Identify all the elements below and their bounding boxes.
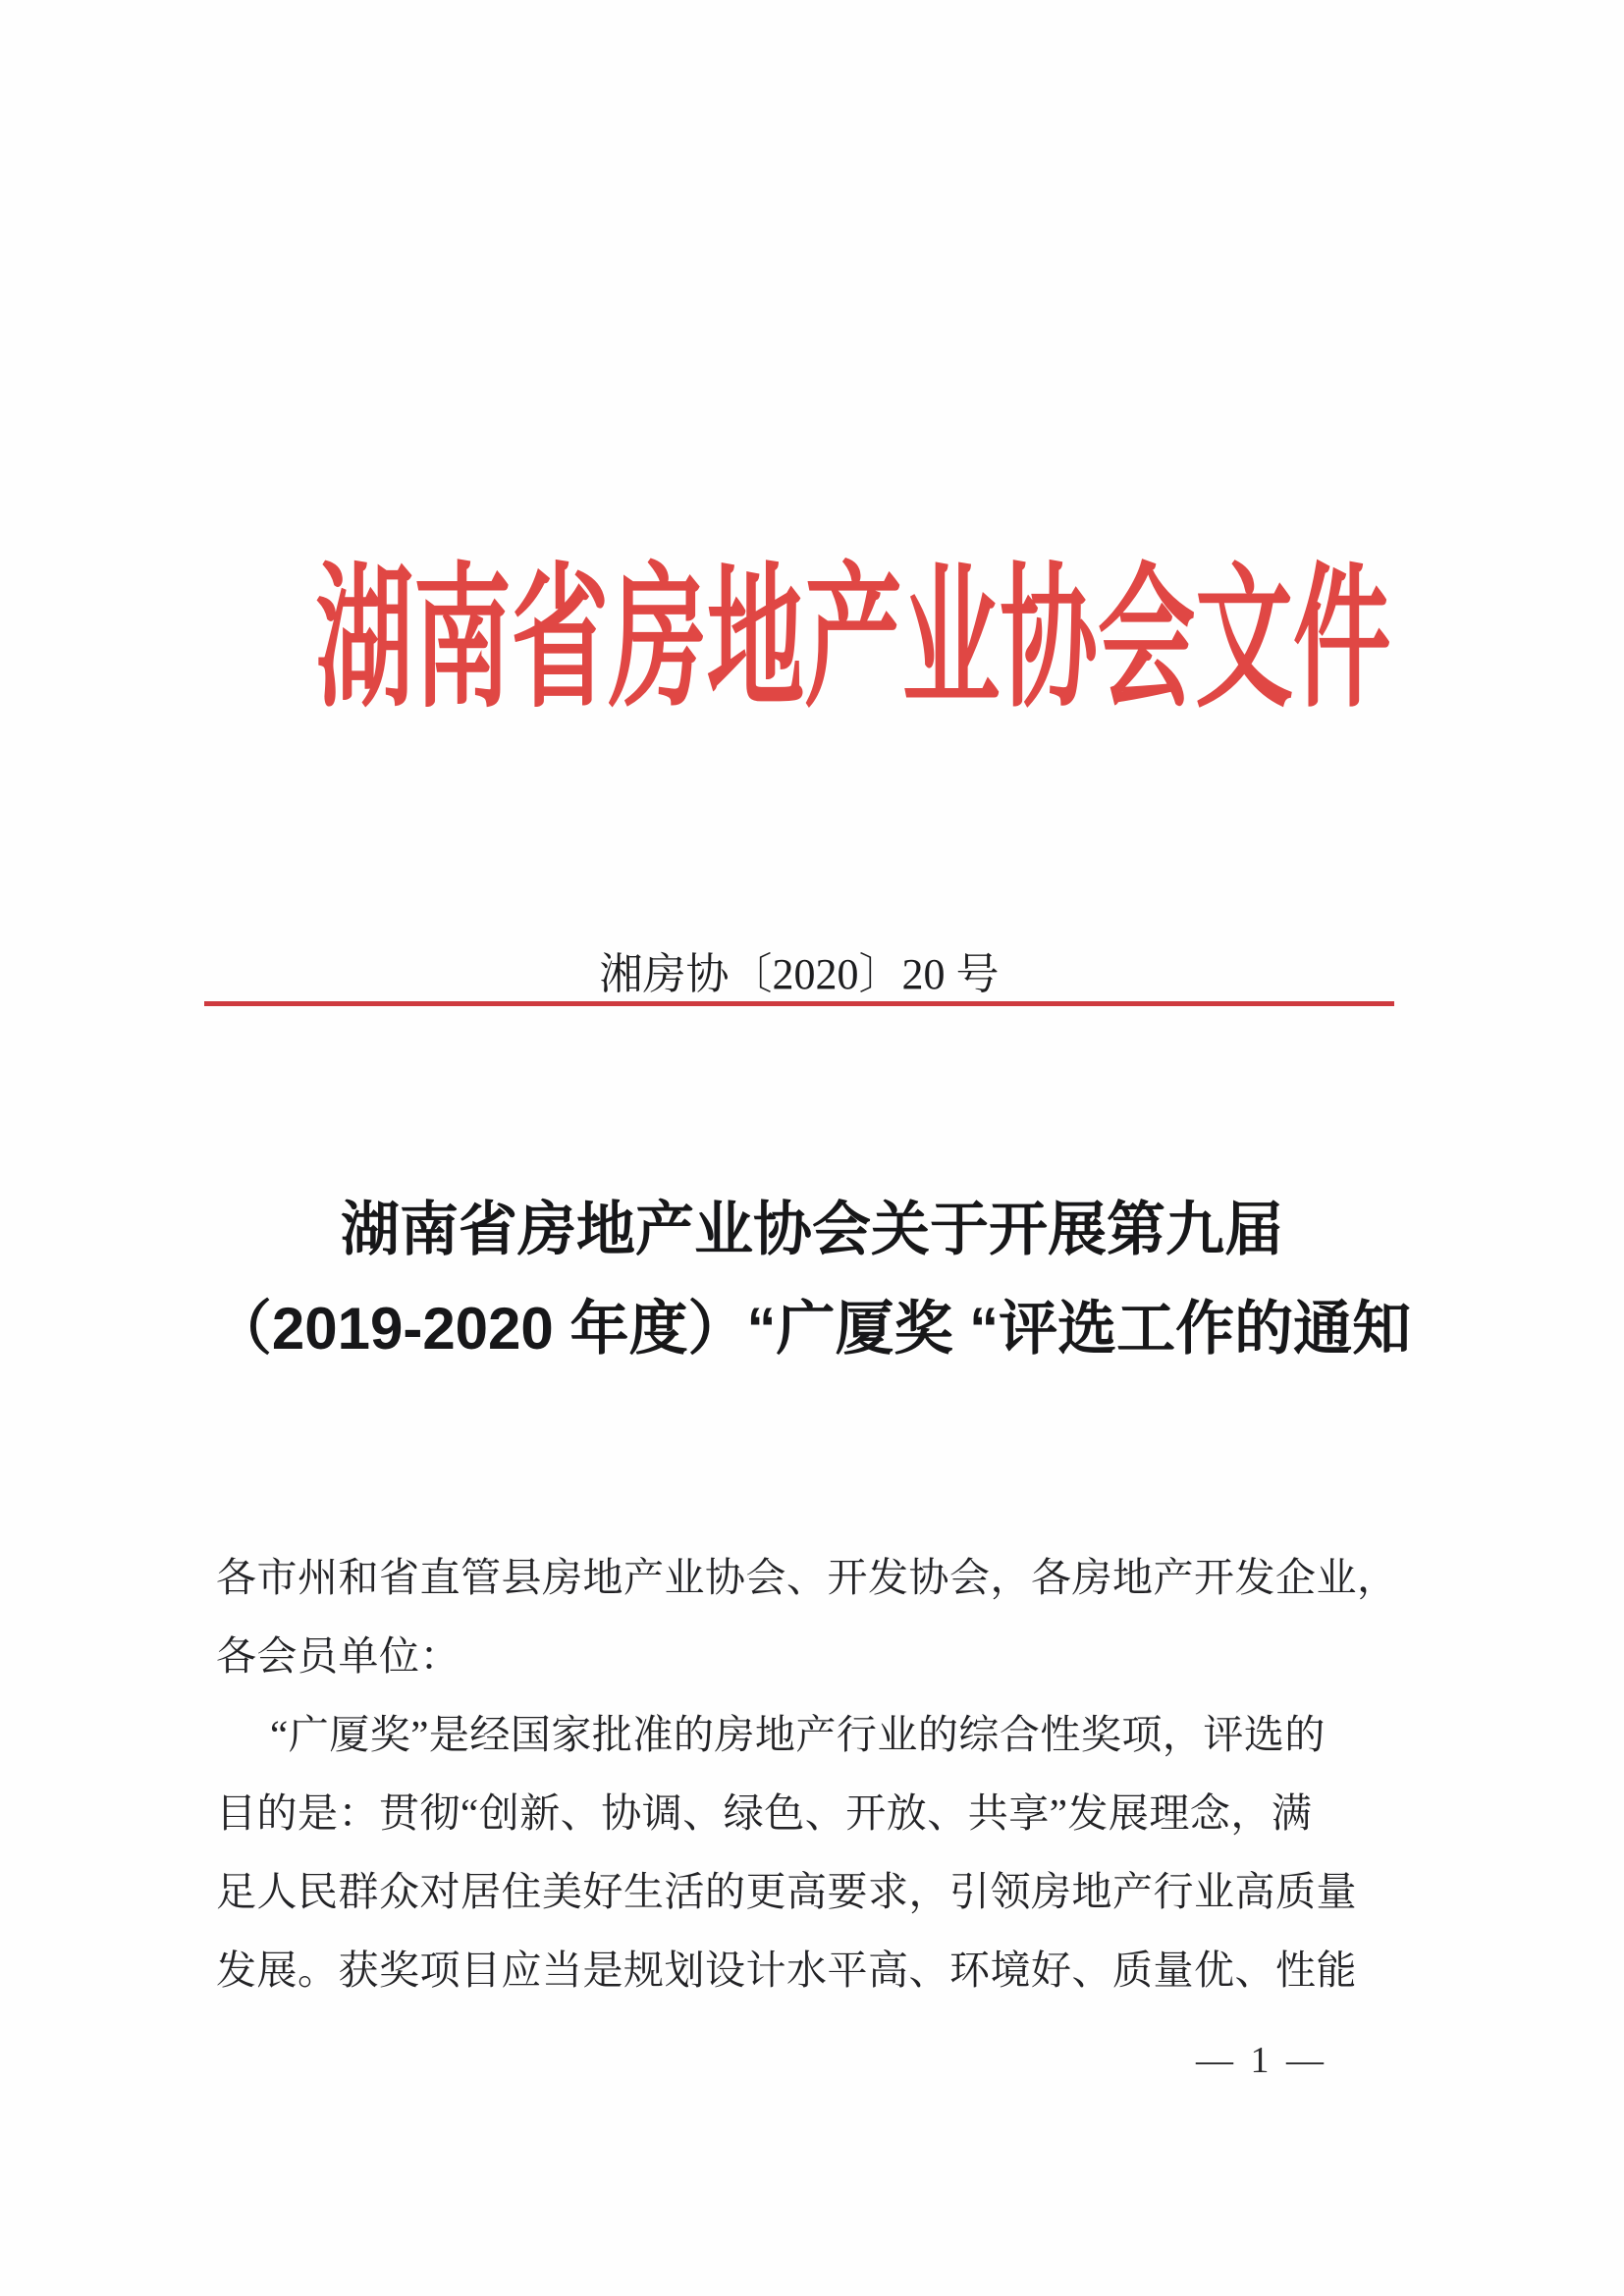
body-line-salutation-2: 各会员单位： <box>216 1633 460 1679</box>
body-line-paragraph-1: “广厦奖”是经国家批准的房地产行业的综合性奖项，评选的 <box>270 1712 1326 1757</box>
document-title-line-2: （2019-2020 年度）“广厦奖 “评选工作的通知 <box>212 1296 1412 1362</box>
body-line-paragraph-2: 目的是：贯彻“创新、协调、绿色、开放、共享”发展理念，满 <box>216 1790 1313 1836</box>
document-number: 湘房协〔2020〕20 号 <box>599 950 1000 998</box>
body-text <box>216 1538 1398 2009</box>
body-line-paragraph-3: 足人民群众对居住美好生活的更高要求，引领房地产行业高质量 <box>216 1869 1357 1914</box>
letterhead-banner <box>0 555 1624 726</box>
document-title <box>0 1180 1624 1378</box>
document-title-line-1: 湖南省房地产业协会关于开展第九届 <box>341 1197 1283 1262</box>
red-separator-rule <box>204 1001 1394 1006</box>
page-number: — 1 — <box>1196 2040 1327 2081</box>
body-line-salutation-1: 各市州和省直管县房地产业协会、开发协会，各房地产开发企业， <box>216 1555 1398 1600</box>
body-line-paragraph-4: 发展。获奖项目应当是规划设计水平高、环境好、质量优、性能 <box>216 1948 1357 1993</box>
letterhead-title: 湖南省房地产业协会文件 <box>315 555 1391 726</box>
